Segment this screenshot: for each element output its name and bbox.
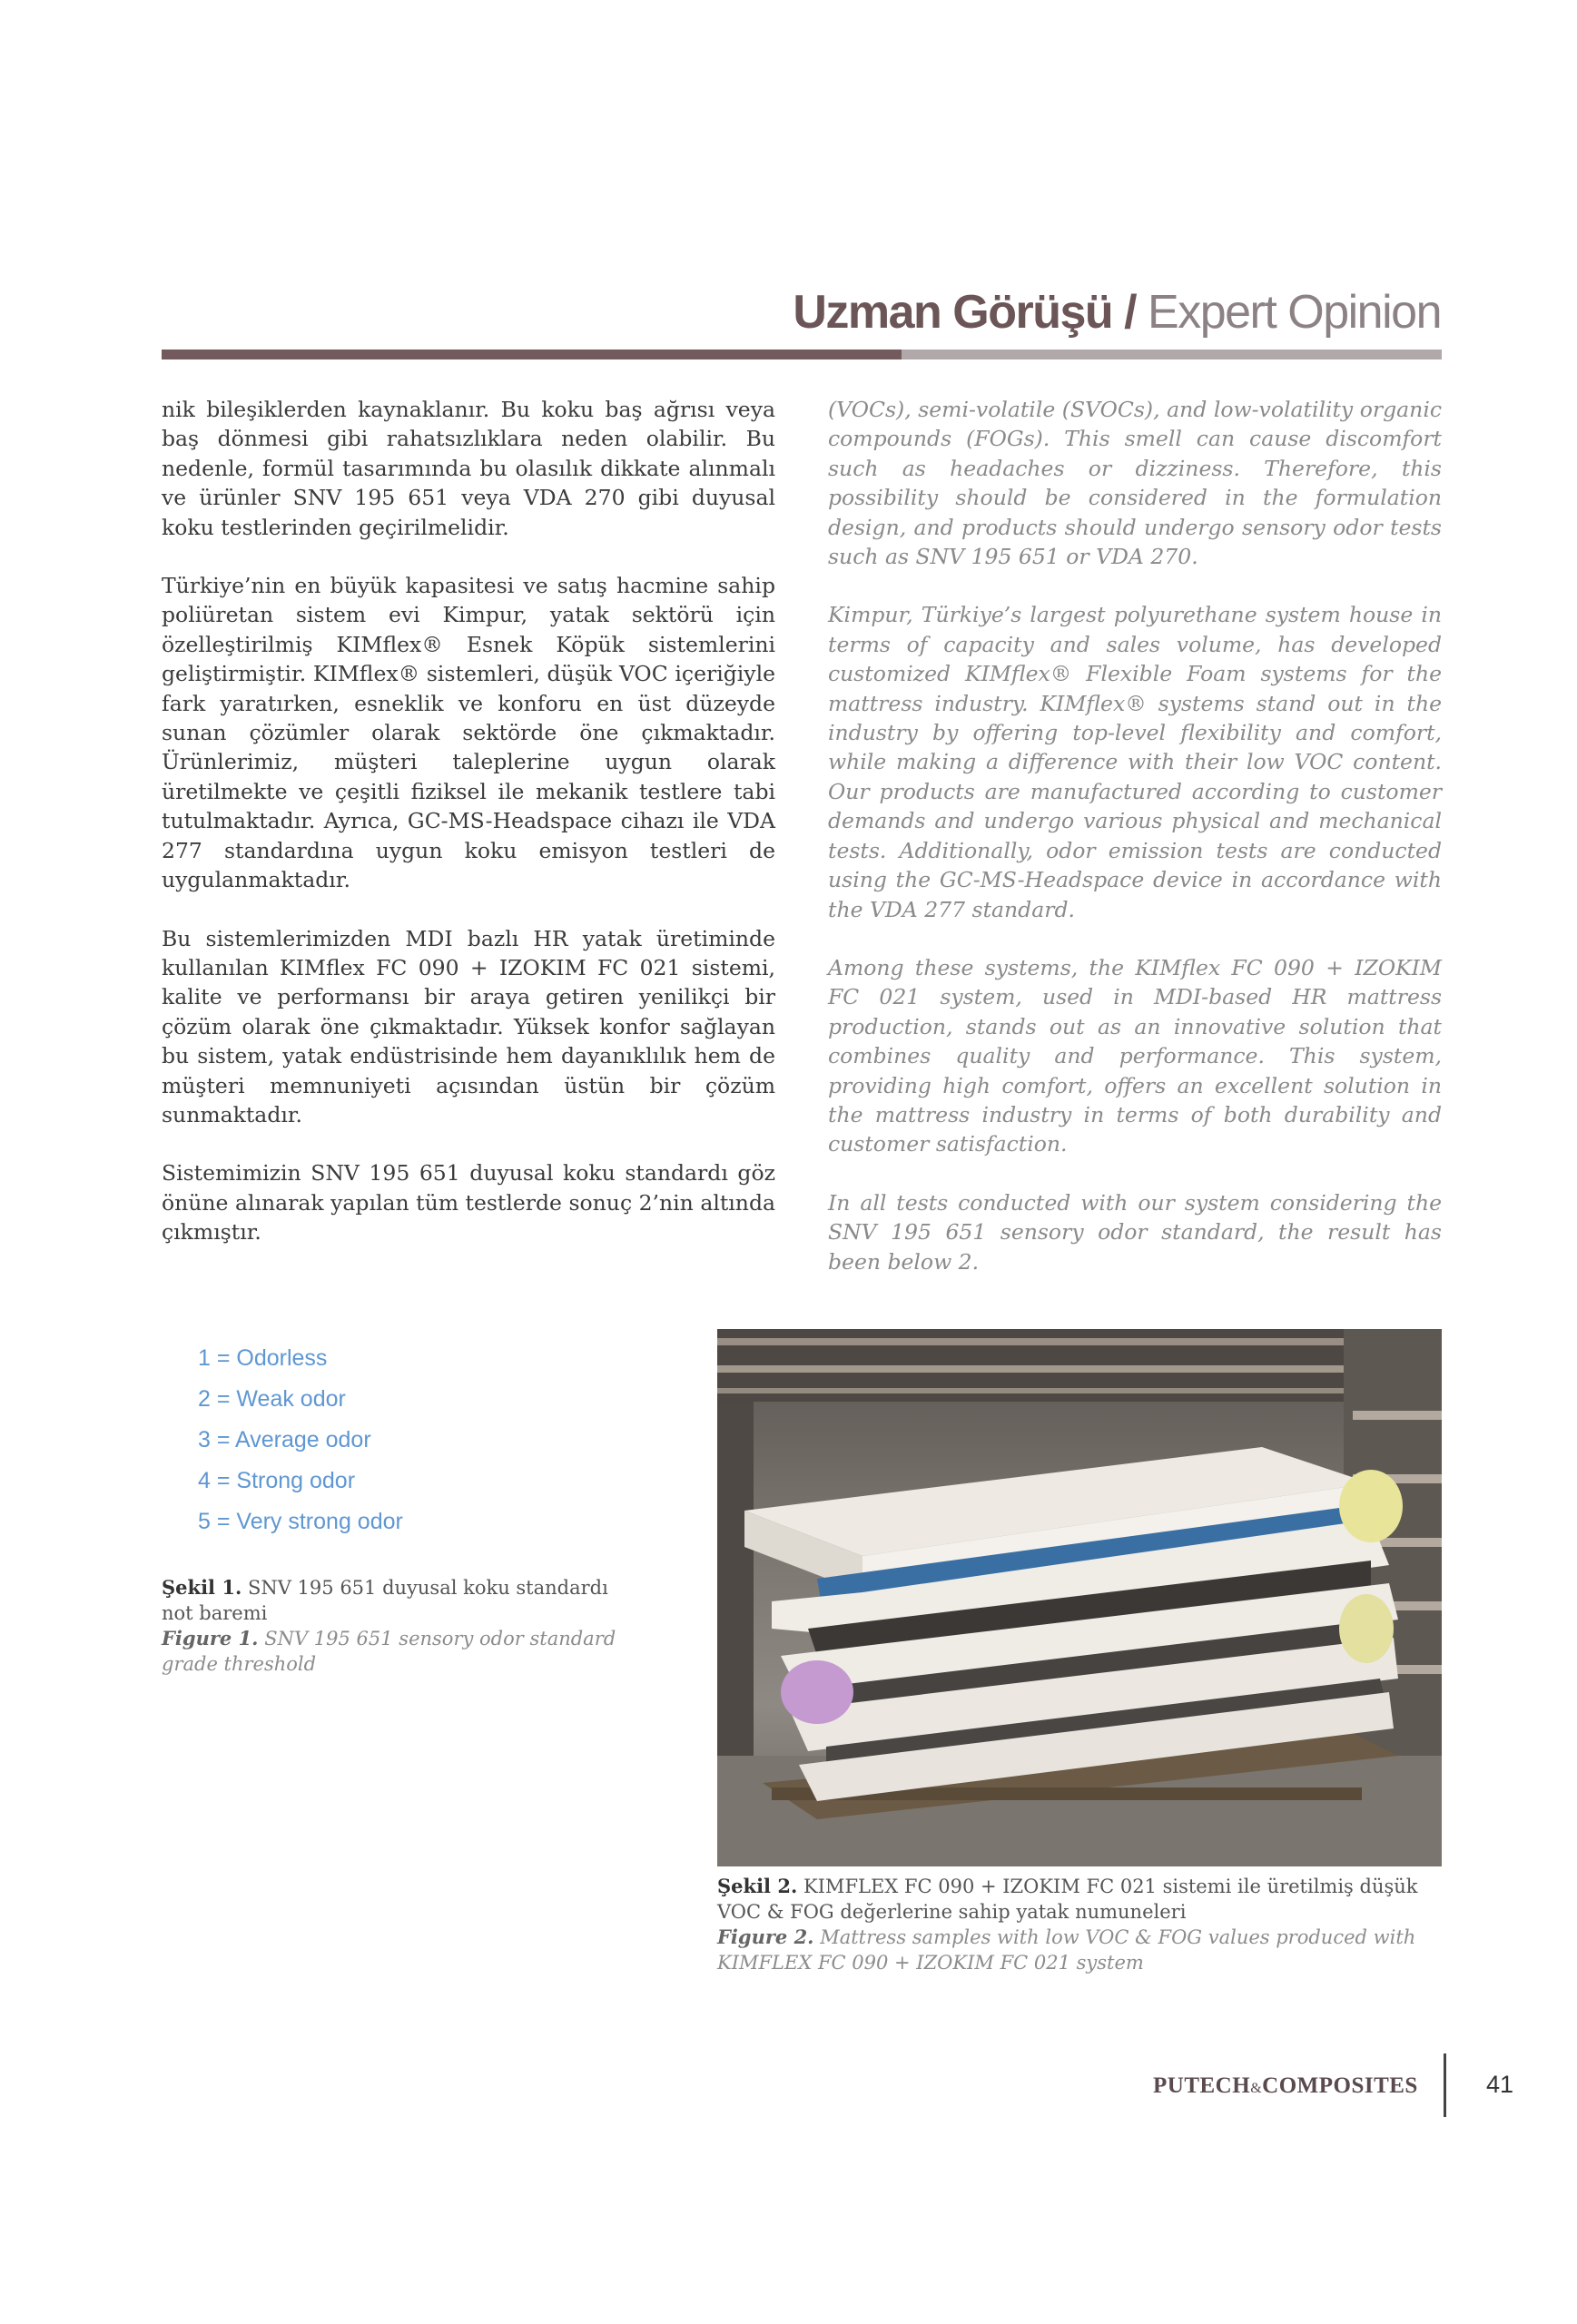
magazine-brand bbox=[1153, 2073, 1418, 2099]
figure-1-label-en: Figure 1. bbox=[162, 1627, 259, 1649]
paragraph: nik bileşiklerden kaynaklanır. Bu koku baş ağrısı veya baş dönmesi gibi rahatsızlıklara neden olabilir. Bu nedenle, formül tasarımında bu olasılık dikkate alınmalı ve ürünler SNV 195 651 veya VDA 270 gibi duyusal koku testlerinden geçirilmelidir. bbox=[162, 397, 775, 540]
figure-1-text-tr: SNV 195 651 duyusal koku standardı not baremi bbox=[162, 1577, 608, 1624]
brand-name-a: PUTECH bbox=[1153, 2073, 1251, 2098]
footer-divider bbox=[1444, 2053, 1446, 2117]
header-rule-light bbox=[902, 350, 1442, 359]
paragraph: In all tests conducted with our system considering the SNV 195 651 sensory odor standard, the result has been below 2. bbox=[828, 1189, 1442, 1275]
odor-scale-item: 5 = Very strong odor bbox=[198, 1509, 403, 1534]
paragraph: Sistemimizin SNV 195 651 duyusal koku standardı göz önüne alınarak yapılan tüm testlerde sonuç 2’nin altında çıkmıştır. bbox=[162, 1160, 775, 1246]
paragraph: Among these systems, the KIMflex FC 090 + IZOKIM FC 021 system, used in MDI-based HR mattress production, stands out as an innovative solution that combines quality and performance. This system, providing high comfort, offers an excellent solution in the mattress industry in terms of both durability and customer satisfaction. bbox=[828, 954, 1442, 1157]
odor-scale-item: 2 = Weak odor bbox=[198, 1386, 346, 1412]
figure-1-caption bbox=[162, 1575, 634, 1677]
paragraph: Kimpur, Türkiye’s largest polyurethane system house in terms of capacity and sales volume, has developed customized KIMflex® Flexible Foam systems for the mattress industry. KIMflex® systems stand out in the industry by offering top-level flexibility and comfort, while making a difference with their low VOC content. Our products are manufactured according to customer demands and undergo various physical and mechanical tests. Additionally, odor emission tests are conducted using the GC-MS-Headspace device in accordance with the VDA 277 standard. bbox=[828, 602, 1442, 922]
section-title-en: Expert Opinion bbox=[1148, 286, 1441, 339]
paragraph: Türkiye’nin en büyük kapasitesi ve satış hacmine sahip poliüretan sistem evi Kimpur, yatak sektörü için özelleştirilmiş KIMflex® Esnek Köpük sistemlerini geliştirmiştir. KIMflex® sistemleri, düşük VOC içeriğiyle fark yaratırken, esneklik ve konforu en üst düzeyde sunan çözümler olarak sektörde öne çıkmaktadır. Ürünlerimiz, müşteri taleplerine uygun olarak üretilmekte ve çeşitli fiziksel ile mekanik testlere tabi tutulmaktadır. Ayrıca, GC-MS-Headspace cihazı ile VDA 277 standardına uygun koku emisyon testleri de uygulanmaktadır. bbox=[162, 573, 775, 893]
section-title-tr: Uzman Görüşü bbox=[793, 286, 1113, 339]
brand-name-b: COMPOSITES bbox=[1262, 2073, 1418, 2098]
figure-2-label-en: Figure 2. bbox=[717, 1925, 814, 1948]
figure-1-text-en: SNV 195 651 sensory odor standard grade threshold bbox=[162, 1628, 616, 1675]
mattress-samples-photo bbox=[717, 1329, 1442, 1866]
section-title-separator: / bbox=[1124, 286, 1137, 339]
figure-2-text-en: Mattress samples with low VOC & FOG values produced with KIMFLEX FC 090 + IZOKIM FC 021 system bbox=[717, 1926, 1416, 1974]
odor-scale-item: 3 = Average odor bbox=[198, 1427, 371, 1452]
section-title bbox=[793, 286, 1441, 339]
figure-2-caption bbox=[717, 1874, 1444, 1975]
figure-1-label-tr: Şekil 1. bbox=[162, 1576, 242, 1599]
paragraph: (VOCs), semi-volatile (SVOCs), and low-volatility organic compounds (FOGs). This smell can cause discomfort such as headaches or dizziness. Therefore, this possibility should be considered in the formulation design, and products should undergo sensory odor tests such as SNV 195 651 or VDA 270. bbox=[828, 397, 1442, 570]
figure-2-text-tr: KIMFLEX FC 090 + IZOKIM FC 021 sistemi ile üretilmiş düşük VOC & FOG değerlerine sahip yatak numuneleri bbox=[717, 1876, 1418, 1923]
brand-ampersand: & bbox=[1250, 2081, 1263, 2096]
page-number: 41 bbox=[1486, 2071, 1514, 2098]
odor-scale-item: 1 = Odorless bbox=[198, 1345, 328, 1371]
odor-scale-legend bbox=[198, 1338, 403, 1542]
left-column-tr bbox=[162, 395, 775, 1276]
odor-scale-item: 4 = Strong odor bbox=[198, 1468, 356, 1493]
header-rule-dark bbox=[162, 350, 902, 359]
figure-2-label-tr: Şekil 2. bbox=[717, 1875, 798, 1897]
right-column-en bbox=[828, 395, 1442, 1305]
paragraph: Bu sistemlerimizden MDI bazlı HR yatak üretiminde kullanılan KIMflex FC 090 + IZOKIM FC 021 sistemi, kalite ve performansı bir araya getiren yenilikçi bir çözüm olarak öne çıkmaktadır. Yüksek konfor sağlayan bu sistem, yatak endüstrisinde hem dayanıklılık hem de müşteri memnuniyeti açısından üstün bir çözüm sunmaktadır. bbox=[162, 925, 775, 1128]
